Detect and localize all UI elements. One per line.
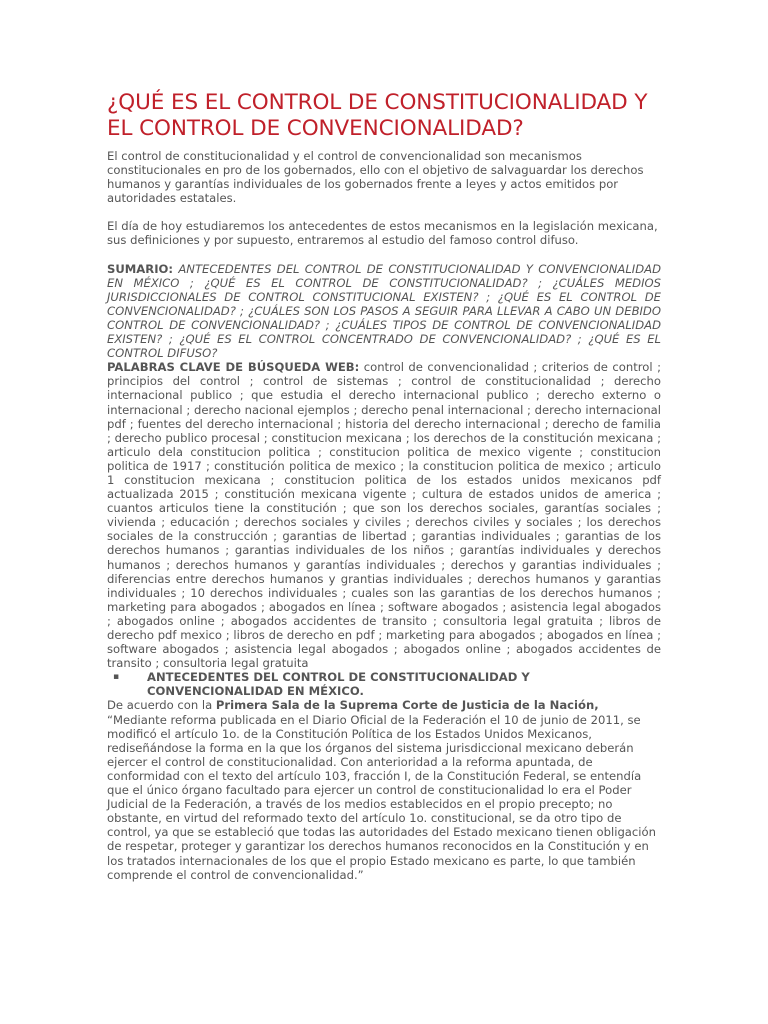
intro-paragraph-2: El día de hoy estudiaremos los antecedentes de estos mecanismos en la legislación mexicana, sus definiciones y por supuesto, entraremos al estudio del famoso control difuso. (107, 219, 658, 248)
keywords-text: control de convencionalidad ; criterios de control ; principios del control ; control de sistemas ; control de constitucionalidad ; derecho internacional publico ; que estudia el derecho internacional publico ; derecho externo o internacional ; derecho nacional ejemplos ; derecho penal internacional ; derecho internacional pdf ; fuentes del derecho internacional ; historia del derecho internacional ; derecho de familia ; derecho publico procesal ; constitucion mexicana ; los derechos de la constitución mexicana ; articulo dela constitucion politica ; constitucion politica de mexico vigente ; constitucion politica de 1917 ; constitución politica de mexico ; la constitucion politica de mexico ; articulo 1 constitucion mexicana ; constitucion politica de los estados unidos mexicanos pdf actualizada 2015 ; constitución mexicana vigente ; cultura de estados unidos de america ; cuantos articulos tiene la constitución ; que son los derechos sociales, garantías sociales ; vivienda ; educación ; derechos sociales y civiles ; derechos civiles y sociales ; los derechos sociales de la construcción ; garantias de libertad ; garantias individuales ; garantias de los derechos humanos ; garantias individuales de los niños ; garantías individuales y derechos humanos ; derechos humanos y garantías individuales ; derechos y garantias individuales ; diferencias entre derechos humanos y grantias individuales ; derechos humanos y garantias individuales ; 10 derechos individuales ; cuales son las garantias de los derechos humanos ; marketing para abogados ; abogados en línea ; software abogados ; asistencia legal abogados ; abogados online ; abogados accidentes de transito ; consultoria legal gratuita ; libros de derecho pdf mexico ; libros de derecho en pdf ; marketing para abogados ; abogados en línea ; software abogados ; asistencia legal abogados ; abogados online ; abogados accidentes de transito ; consultoria legal gratuita (107, 360, 661, 671)
section-heading: ANTECEDENTES DEL CONTROL DE CONSTITUCIONALIDAD Y CONVENCIONALIDAD EN MÉXICO. (147, 670, 530, 699)
body-quote: “Mediante reforma publicada en el Diario Oficial de la Federación el 10 de junio de 2011, se modificó el artículo 1o. de la Constitución Política de los Estados Unidos Mexicanos, rediseñándose la forma en la que los órganos del sistema jurisdiccional mexicano deberán ejercer el control de constitucionalidad. Con anterioridad a la reforma apuntada, de conformidad con el texto del artículo 103, fracción I, de la Constitución Federal, se entendía que el único órgano facultado para ejercer un control de constitucionalidad lo era el Poder Judicial de la Federación, a través de los medios establecidos en el propio precepto; no obstante, en virtud del reformado texto del artículo 1o. constitucional, se da otro tipo de control, ya que se estableció que todas las autoridades del Estado mexicano tienen obligación de respetar, proteger y garantizar los derechos humanos reconocidos en la Constitución y en los tratados internacionales de los que el propio Estado mexicano es parte, lo que también comprende el control de convencionalidad.” (107, 712, 656, 882)
keywords-paragraph (107, 360, 661, 670)
intro-paragraph-1: El control de constitucionalidad y el control de convencionalidad son mecanismos constitucionales en pro de los gobernados, ello con el objetivo de salvaguardar los derechos humanos y garantías individuales de los gobernados frente a leyes y actos emitidos por autoridades estatales. (107, 149, 644, 206)
body-source: Primera Sala de la Suprema Corte de Justicia de la Nación, (215, 698, 599, 713)
bullet-icon: ▪ (113, 672, 120, 683)
article-title: ¿QUÉ ES EL CONTROL DE CONSTITUCIONALIDAD Y EL CONTROL DE CONVENCIONALIDAD? (107, 90, 648, 141)
document-page (107, 90, 661, 882)
summary-text: ANTECEDENTES DEL CONTROL DE CONSTITUCIONALIDAD Y CONVENCIONALIDAD EN MÉXICO ; ¿QUÉ ES EL CONTROL DE CONSTITUCIONALIDAD? ; ¿CUÁLES MEDIOS JURISDICCIONALES DE CONTROL CONSTITUCIONAL EXISTEN? ; ¿QUÉ ES EL CONTROL DE CONVENCIONALIDAD? ; ¿CUÁLES SON LOS PASOS A SEGUIR PARA LLEVAR A CABO UN DEBIDO CONTROL DE CONVENCIONALIDAD? ; ¿CUÁLES TIPOS DE CONTROL DE CONVENCIONALIDAD EXISTEN? ; ¿QUÉ ES EL CONTROL CONCENTRADO DE CONVENCIONALIDAD? ; ¿QUÉ ES EL CONTROL DIFUSO? (107, 261, 661, 361)
section-heading-row (107, 670, 661, 698)
keywords-label: PALABRAS CLAVE DE BÚSQUEDA WEB: (107, 360, 360, 375)
body-paragraph (107, 698, 661, 881)
body-lead: De acuerdo con la (107, 698, 216, 713)
summary-paragraph (107, 262, 661, 361)
summary-label: SUMARIO: (107, 261, 174, 276)
